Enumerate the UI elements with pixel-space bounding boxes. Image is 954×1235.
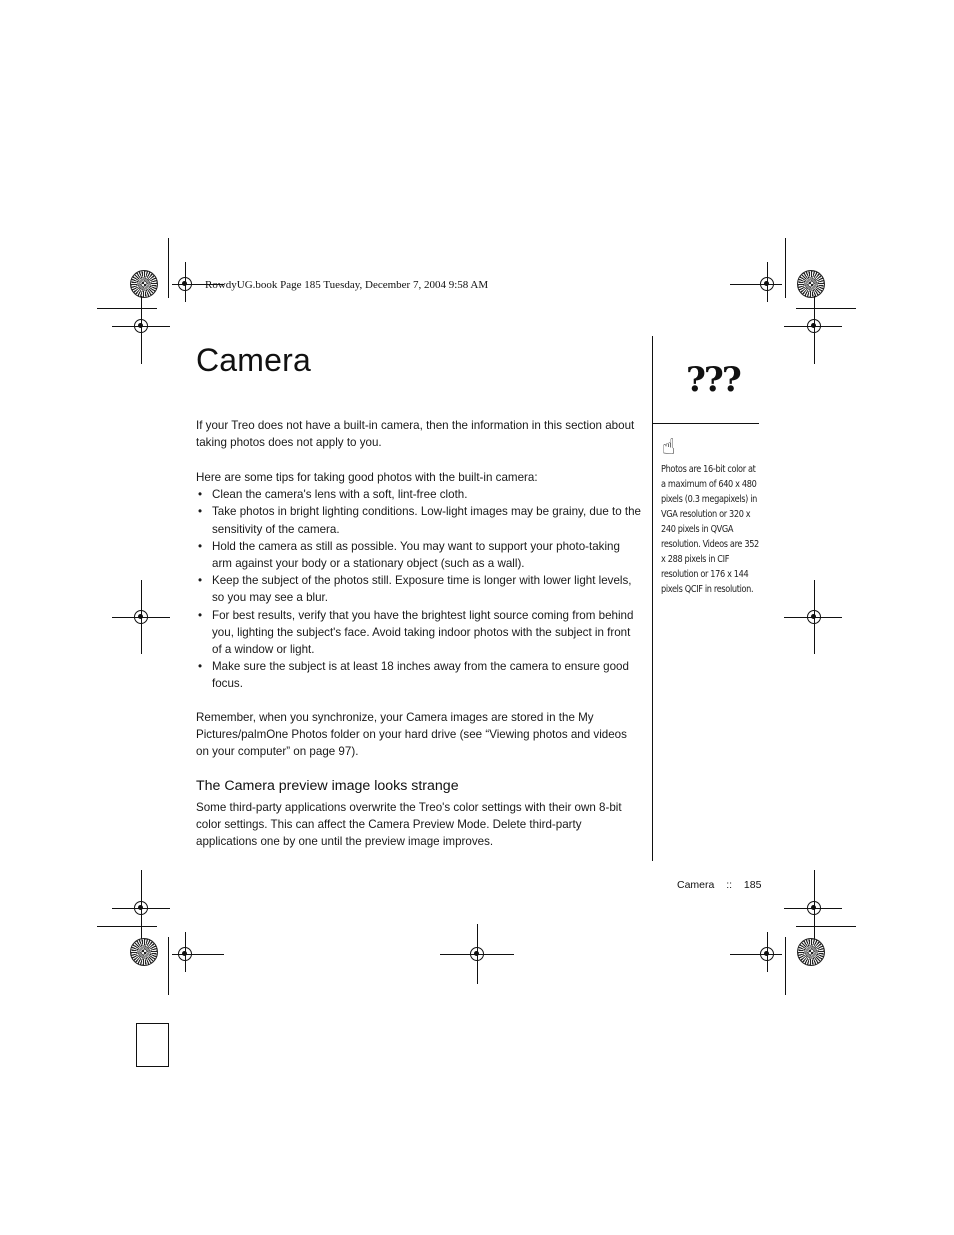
tips-lead: Here are some tips for taking good photos with the built-in camera: (196, 471, 538, 484)
pointing-hand-icon: ☝ (662, 434, 676, 459)
registration-rosette-icon (130, 938, 158, 966)
footer-separator: :: (726, 879, 733, 891)
section-subheading: The Camera preview image looks strange (196, 778, 459, 794)
registration-rosette-icon (797, 270, 825, 298)
list-item: • For best results, verify that you have the brightest light source coming from behind you, lighting the subject's face. Avoid taking indoor photos with the subject in front of a window or light. (196, 607, 641, 659)
page-footer (677, 879, 761, 891)
print-slug-header: RowdyUG.book Page 185 Tuesday, December 7, 2004 9:58 AM (205, 279, 489, 291)
subheading-text: Some third-party applications overwrite the Treo's color settings with their own 8-bit color settings. This can affect the Camera Preview Mode. Delete third-party applications one by one until the preview image improves. (196, 801, 622, 849)
footer-section: Camera (677, 879, 715, 891)
remember-text: Remember, when you synchronize, your Camera images are stored in the My Pictures/palmOne Photos folder on your hard drive (see “Viewing photos and videos on your computer” on page 97). (196, 711, 627, 759)
troubleshooting-question-marks-icon: ??? (686, 360, 740, 400)
sidebar-rule (652, 423, 759, 424)
list-item: • Keep the subject of the photos still. Exposure time is longer with lower light levels, so you may see a blur. (196, 572, 641, 606)
list-item: • Hold the camera as still as possible. You may want to support your photo-taking arm against your body or a stationary object (such as a wall). (196, 538, 641, 572)
list-item: • Make sure the subject is at least 18 inches away from the camera to ensure good focus. (196, 658, 641, 692)
remember-paragraph (196, 709, 641, 761)
registration-rosette-icon (130, 270, 158, 298)
list-item: • Clean the camera's lens with a soft, lint-free cloth. (196, 486, 641, 503)
list-item: • Take photos in bright lighting conditions. Low-light images may be grainy, due to the sensitivity of the camera. (196, 503, 641, 537)
page-title: Camera (196, 342, 312, 378)
page-number: 185 (743, 879, 762, 891)
intro-paragraph (196, 417, 641, 451)
sidebar-divider (652, 336, 653, 861)
tips-list (196, 486, 641, 692)
registration-rosette-icon (797, 938, 825, 966)
thumb-tab-box (136, 1023, 169, 1067)
intro-text: If your Treo does not have a built-in camera, then the information in this section about taking photos does not apply to you. (196, 419, 635, 450)
tips-section (196, 469, 641, 693)
subheading-paragraph (196, 799, 641, 851)
sidebar-tip-text: Photos are 16-bit color at a maximum of 640 x 480 pixels (0.3 megapixels) in VGA resolution or 320 x 240 pixels in QVGA resolution. Videos are 352 x 288 pixels in CIF resolution or 176 x 144 pixels QCIF in resolution. (661, 464, 759, 595)
